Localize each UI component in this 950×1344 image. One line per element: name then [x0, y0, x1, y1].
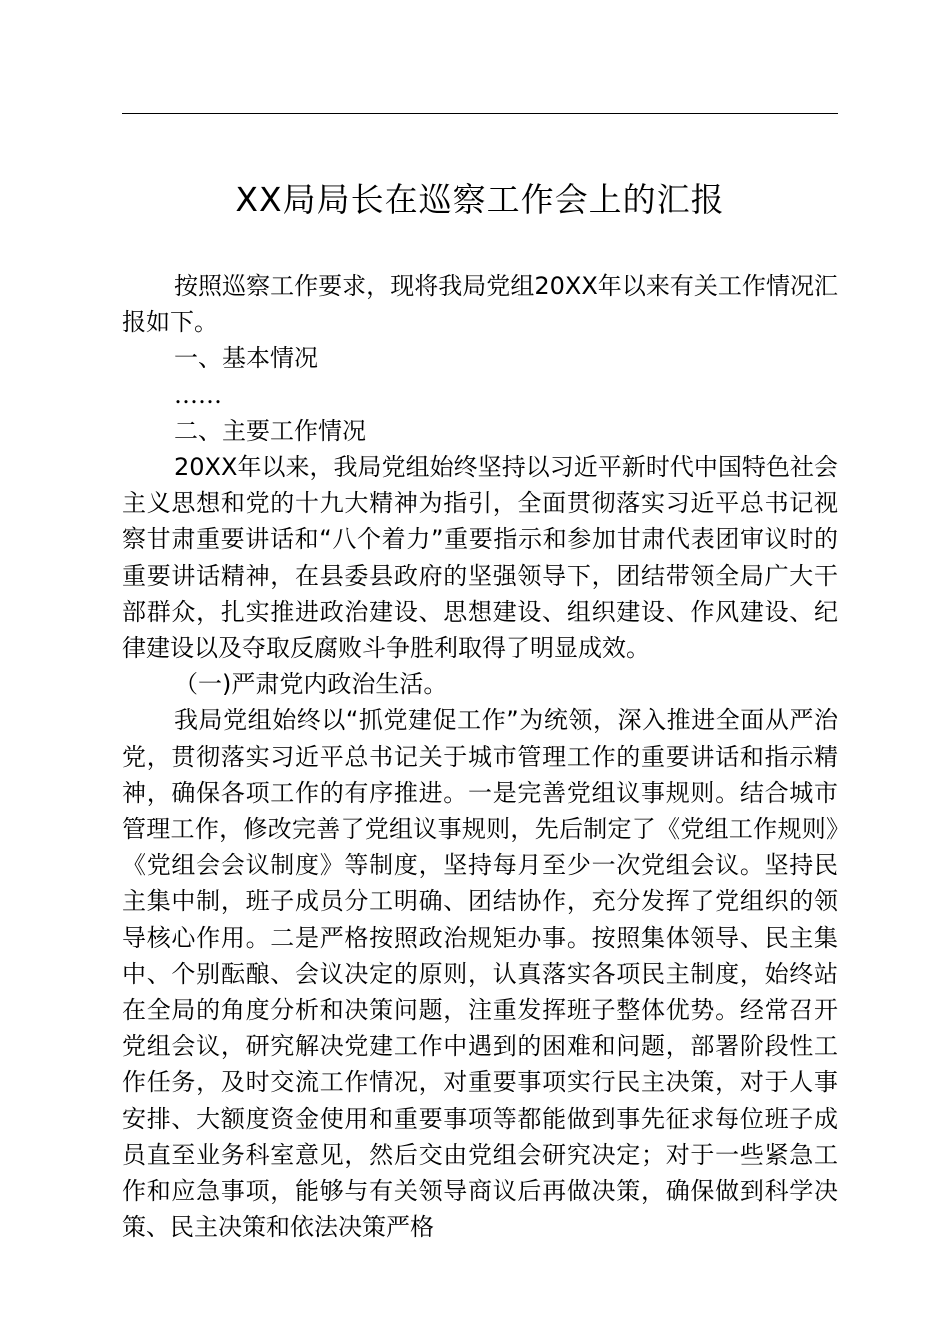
- intro-paragraph: 按照巡察工作要求，现将我局党组20XX年以来有关工作情况汇报如下。: [122, 272, 838, 337]
- header-rule: [122, 113, 838, 114]
- subsection-heading-political-life: （一)严肃党内政治生活。: [174, 670, 448, 699]
- document-title: XX局局长在巡察工作会上的汇报: [235, 180, 725, 219]
- section-ellipsis: ……: [174, 380, 222, 409]
- section-heading-main-work: 二、主要工作情况: [174, 416, 366, 445]
- political-life-paragraph: 我局党组始终以“抓党建促工作”为统领，深入推进全面从严治党，贯彻落实习近平总书记关于城市管理工作的重要讲话和指示精神，确保各项工作的有序推进。一是完善党组议事规则。结合城市管理工作，修改完善了党组议事规则，先后制定了《党组工作规则》《党组会会议制度》等制度，坚持每月至少一次党组会议。坚持民主集中制，班子成员分工明确、团结协作，充分发挥了党组织的领导核心作用。二是严格按照政治规矩办事。按照集体领导、民主集中、个别酝酿、会议决定的原则，认真落实各项民主制度，始终站在全局的角度分析和决策问题，注重发挥班子整体优势。经常召开党组会议，研究解决党建工作中遇到的困难和问题，部署阶段性工作任务，及时交流工作情况，对重要事项实行民主决策，对于人事安排、大额度资金使用和重要事项等都能做到事先征求每位班子成员直至业务科室意见，然后交由党组会研究决定；对于一些紧急工作和应急事项，能够与有关领导商议后再做决策，确保做到科学决策、民主决策和依法决策严格: [122, 706, 838, 1242]
- section-heading-basic: 一、基本情况: [174, 344, 318, 373]
- document-body: [122, 268, 838, 1245]
- main-work-paragraph: 20XX年以来，我局党组始终坚持以习近平新时代中国特色社会主义思想和党的十九大精神为指引，全面贯彻落实习近平总书记视察甘肃重要讲话和“八个着力”重要指示和参加甘肃代表团审议时的重要讲话精神，在县委县政府的坚强领导下，团结带领全局广大干部群众，扎实推进政治建设、思想建设、组织建设、作风建设、纪律建设以及夺取反腐败斗争胜利取得了明显成效。: [122, 453, 838, 663]
